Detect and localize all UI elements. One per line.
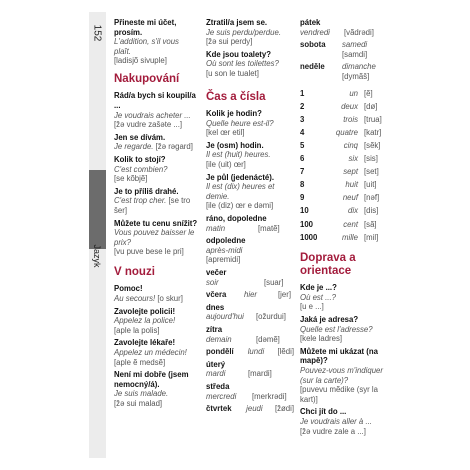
phrase-czech: Zavolejte policii!	[114, 306, 176, 316]
day-french: hier	[244, 290, 258, 300]
side-tab-bottom	[89, 249, 106, 458]
day-czech: úterý	[206, 359, 226, 369]
number-row	[300, 193, 390, 203]
number-row	[300, 141, 390, 151]
phrase-entry	[114, 187, 198, 216]
section-heading-time: Čas a čísla	[206, 90, 266, 103]
number-value: 4	[300, 127, 305, 137]
day-pronunciation: [jer]	[278, 290, 291, 300]
day-french: demain	[206, 334, 232, 344]
day-french: dimanche	[342, 62, 376, 72]
period-entry	[206, 236, 294, 265]
number-row	[300, 102, 390, 112]
number-pronunciation: [set]	[364, 167, 379, 177]
number-french: un	[349, 88, 358, 98]
number-row	[300, 115, 390, 125]
day-entry	[206, 290, 294, 300]
number-value: 6	[300, 154, 305, 164]
phrase-pronunciation: [ladisjõ sivuple]	[114, 56, 167, 66]
number-french: trois	[343, 114, 358, 124]
phrase-pronunciation: [u son le tualet]	[206, 68, 259, 78]
section-tab-label: Jazyk	[92, 244, 102, 268]
phrase-pronunciation: [žə sui perdy]	[206, 37, 253, 47]
phrase-french: Appelez la police!	[114, 316, 176, 326]
day-entry	[300, 18, 390, 37]
day-entry	[206, 303, 294, 322]
phrase-czech: Pomoc!	[114, 284, 143, 294]
column-1	[114, 18, 198, 412]
number-french: sept	[343, 167, 358, 177]
section-heading-transport: Doprava a orientace	[300, 252, 356, 277]
day-pronunciation: [ožurdui]	[256, 312, 286, 322]
number-pronunciation: [katr]	[364, 127, 382, 137]
phrase-french: Il est (dix) heures et demie.	[206, 182, 275, 201]
phrase-french: C'est combien?	[114, 164, 168, 174]
number-pronunciation: [sẽk]	[364, 140, 381, 150]
phrase-french: Quelle est l'adresse?	[300, 324, 373, 334]
number-french: neuf	[342, 193, 358, 203]
day-pronunciation: [lẽdi]	[277, 347, 294, 357]
phrase-entry	[206, 173, 294, 211]
day-czech: včera	[206, 290, 227, 300]
number-pronunciation: [ẽ]	[364, 88, 373, 98]
period-french: matin	[206, 223, 226, 233]
phrase-pronunciation: [kel œr etil]	[206, 128, 245, 138]
period-french: après-midi	[206, 245, 243, 255]
side-tab-marker	[89, 170, 106, 249]
day-czech: dnes	[206, 302, 225, 312]
day-pronunciation: [žødi]	[274, 404, 294, 414]
day-pronunciation: [vãdrədi]	[344, 27, 374, 37]
phrase-czech: Rád/a bych si koupil/a ...	[114, 91, 196, 111]
phrase-entry	[206, 18, 294, 47]
day-french: jeudi	[246, 404, 263, 414]
phrase-entry	[300, 347, 390, 405]
day-czech: pátek	[300, 18, 321, 27]
phrase-pronunciation: [ile (uit) œr]	[206, 160, 246, 170]
number-french: deux	[341, 101, 358, 111]
day-czech: pondělí	[206, 347, 234, 357]
day-entry	[206, 360, 294, 379]
phrase-entry	[114, 91, 198, 129]
day-czech: neděle	[300, 62, 325, 72]
phrase-entry	[300, 283, 390, 312]
phrase-entry	[300, 315, 390, 344]
phrase-entry	[114, 155, 198, 184]
phrase-czech: Kde jsou toalety?	[206, 49, 271, 59]
day-french: lundi	[247, 347, 265, 357]
day-pronunciation: [samdi]	[342, 49, 368, 59]
phrase-czech: Je to příliš drahé.	[114, 186, 179, 196]
number-value: 1	[300, 88, 305, 98]
phrase-czech: Můžete tu cenu snížit?	[114, 218, 198, 228]
phrase-french: Où sont les toilettes?	[206, 59, 279, 69]
phrase-pronunciation: [puvevu mẽdike (syr la kart)]	[300, 385, 378, 404]
number-row	[300, 167, 390, 177]
number-french: cinq	[343, 140, 358, 150]
phrase-pronunciation: [žə vudre zale a ...]	[300, 426, 366, 436]
day-french: mardi	[206, 369, 226, 379]
phrase-pronunciation: [ile (diz) œr e dəmi]	[206, 201, 274, 211]
number-pronunciation: [trua]	[364, 114, 382, 124]
phrase-entry	[114, 307, 198, 336]
number-row	[300, 89, 390, 99]
number-french: mille	[341, 232, 358, 242]
period-czech: večer	[206, 267, 227, 277]
day-czech: zítra	[206, 324, 223, 334]
phrase-french: Je suis perdu/perdue.	[206, 27, 281, 37]
number-value: 2	[300, 101, 305, 111]
number-french: huit	[345, 180, 358, 190]
phrase-french: Il est (huit) heures.	[206, 150, 271, 160]
day-entry	[206, 347, 294, 357]
period-pronunciation: [apremidi]	[206, 255, 241, 265]
period-czech: ráno, dopoledne	[206, 214, 267, 223]
phrase-czech: Můžete mi ukázat (na mapě)?	[300, 346, 378, 366]
phrase-czech: Kolik to stojí?	[114, 155, 166, 165]
number-value: 5	[300, 140, 305, 150]
day-czech: sobota	[300, 40, 326, 50]
column-2	[206, 18, 294, 417]
phrase-entry	[206, 50, 294, 79]
day-french: mercredi	[206, 391, 237, 401]
phrase-french: Je voudrais aller à ...	[300, 416, 372, 426]
phrase-french: L'addition, s'il vous plaît.	[114, 37, 179, 56]
page-number: 152	[91, 24, 103, 42]
phrase-czech: Jaká je adresa?	[300, 314, 359, 324]
phrase-entry	[114, 370, 198, 408]
number-pronunciation: [sã]	[364, 219, 377, 229]
day-french: vendredi	[300, 27, 330, 37]
phrase-pronunciation: [žə vudre zašəte ...]	[114, 120, 183, 130]
period-entry	[206, 214, 294, 233]
phrase-pronunciation: [aple ẽ medsẽ]	[114, 357, 166, 367]
phrase-czech: Jen se dívám.	[114, 132, 166, 142]
day-pronunciation: [dəmẽ]	[256, 334, 280, 344]
number-pronunciation: [nəf]	[364, 193, 380, 203]
phrase-pronunciation: [žə sui malad]	[114, 399, 163, 408]
phrase-entry	[114, 338, 198, 367]
phrase-czech: Je půl (jedenácté).	[206, 172, 275, 182]
day-french: samedi	[342, 40, 368, 50]
phrase-entry	[114, 133, 198, 152]
phrase-pronunciation: [o skur]	[157, 294, 183, 304]
number-row	[300, 220, 390, 230]
phrase-entry	[114, 18, 198, 66]
number-value: 8	[300, 180, 305, 190]
number-value: 3	[300, 114, 305, 124]
number-value: 10	[300, 206, 309, 216]
phrase-pronunciation: [u e ...]	[300, 302, 324, 312]
day-french: aujourd'hui	[206, 312, 244, 322]
phrase-pronunciation: [kele ladres]	[300, 334, 343, 344]
day-entry	[206, 325, 294, 344]
phrase-czech: Kolik je hodin?	[206, 109, 262, 119]
phrase-entry	[114, 284, 198, 303]
phrase-pronunciation: [vu puve bese le pri]	[114, 247, 184, 257]
phrase-french: Appelez un médecin!	[114, 348, 187, 358]
number-french: cent	[343, 219, 358, 229]
number-value: 7	[300, 167, 305, 177]
number-row	[300, 180, 390, 190]
phrase-entry	[206, 109, 294, 138]
period-czech: odpoledne	[206, 236, 246, 246]
phrase-french: Je regarde.	[114, 142, 154, 152]
number-row	[300, 128, 390, 138]
day-pronunciation: [dymãš]	[342, 71, 370, 81]
phrase-french: Quelle heure est-il?	[206, 118, 274, 128]
day-entry	[300, 62, 390, 81]
number-pronunciation: [uit]	[364, 180, 377, 190]
phrase-czech: Přineste mi účet, prosím.	[114, 18, 177, 37]
phrase-entry	[300, 407, 390, 436]
period-french: soir	[206, 277, 219, 287]
phrase-pronunciation: [žə rəgard]	[155, 142, 193, 152]
phrase-pronunciation: [se tro šer]	[114, 196, 191, 215]
column-3	[300, 18, 390, 439]
phrase-czech: Není mi dobře (jsem nemocný/á).	[114, 370, 189, 389]
phrase-pronunciation: [se kõbjẽ]	[114, 174, 148, 184]
period-entry	[206, 268, 294, 287]
side-tab	[89, 12, 106, 458]
number-value: 100	[300, 219, 314, 229]
day-entry	[206, 382, 294, 401]
number-row	[300, 206, 390, 216]
section-heading-emergency: V nouzi	[114, 265, 155, 278]
number-pronunciation: [sis]	[364, 154, 378, 164]
phrase-french: C'est trop cher.	[114, 196, 167, 206]
phrase-czech: Kde je ...?	[300, 283, 337, 293]
day-entry	[206, 404, 294, 414]
phrase-french: Je suis malade.	[114, 389, 169, 399]
day-pronunciation: [mardi]	[248, 369, 272, 379]
day-czech: čtvrtek	[206, 404, 232, 414]
number-pronunciation: [mil]	[364, 232, 379, 242]
day-pronunciation: [merkrədi]	[252, 391, 287, 401]
phrase-entry	[114, 219, 198, 257]
number-row	[300, 233, 390, 243]
period-pronunciation: [suar]	[264, 277, 284, 287]
number-value: 9	[300, 193, 305, 203]
section-heading-shopping: Nakupování	[114, 72, 180, 85]
phrase-french: Au secours!	[114, 294, 156, 304]
phrase-czech: Je (osm) hodin.	[206, 140, 264, 150]
number-pronunciation: [dis]	[364, 206, 379, 216]
number-french: quatre	[335, 127, 358, 137]
period-pronunciation: [matẽ]	[258, 223, 280, 233]
day-czech: středa	[206, 381, 230, 391]
phrase-czech: Chci jít do ...	[300, 407, 347, 417]
phrase-french: Où est ...?	[300, 292, 336, 302]
phrase-entry	[206, 141, 294, 170]
phrase-french: Vous pouvez baisser le prix?	[114, 228, 195, 247]
number-french: six	[348, 154, 358, 164]
number-pronunciation: [dø]	[364, 101, 378, 111]
number-french: dix	[348, 206, 358, 216]
day-entry	[300, 40, 390, 59]
number-value: 1000	[300, 232, 318, 242]
phrase-french: Pouvez-vous m'indiquer (sur la carte)?	[300, 365, 383, 385]
phrase-french: Je voudrais acheter ...	[114, 110, 191, 120]
phrase-pronunciation: [aple la polis]	[114, 325, 160, 335]
number-row	[300, 154, 390, 164]
phrase-czech: Zavolejte lékaře!	[114, 338, 176, 348]
phrase-czech: Ztratil/a jsem se.	[206, 18, 268, 27]
